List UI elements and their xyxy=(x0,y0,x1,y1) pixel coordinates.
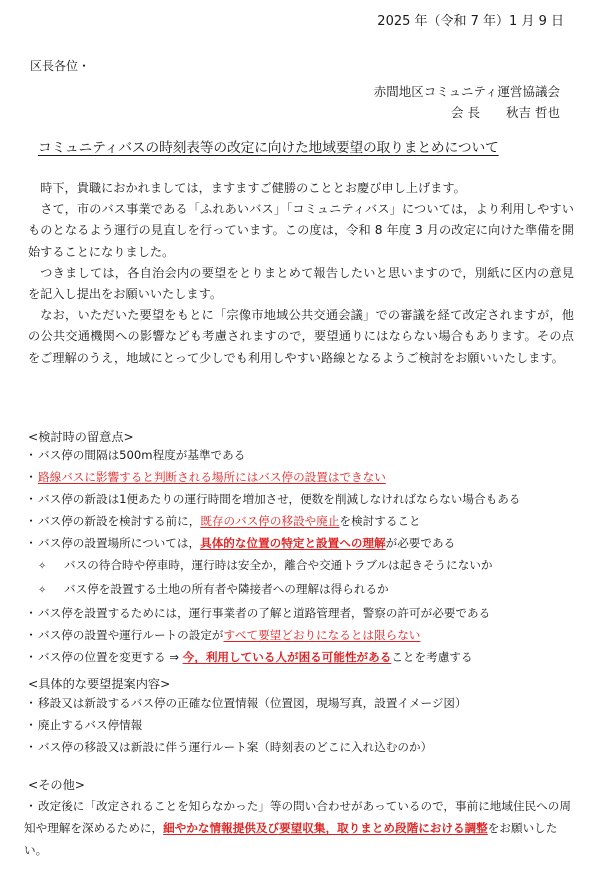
bullet-icon: ・ xyxy=(25,606,37,620)
body-paragraph: さて，市のバス事業である「ふれあいバス」「コミュニティバス」については，より利用しやすいものとなるよう運行の見直しを行っています。この度は，令和 8 年度 3 月の改定に向けた準備を開始することになりました。 xyxy=(28,202,574,259)
other-item: ・改定後に「改定されることを知らなかった」等の問い合わせがあっているので，事前に地域住民への周知や理解を深めるために，細やかな情報提供及び要望収集，取りまとめ段階における調整をお願いしたい。 xyxy=(24,795,576,861)
bullet-icon: ・ xyxy=(25,740,37,754)
emphasis-text: 既存のバス停の移設や廃止 xyxy=(200,514,340,528)
bullet-icon: ・ xyxy=(25,492,37,506)
specifics-list xyxy=(24,692,584,758)
other-heading: <その他> xyxy=(28,778,85,792)
emphasis-text: 細やかな情報提供及び要望収集，取りまとめ段階における調整 xyxy=(163,821,488,835)
bullet-icon: ・ xyxy=(25,650,37,664)
document-title: コミュニティバスの時刻表等の改定に向けた地域要望の取りまとめについて xyxy=(38,140,499,156)
bullet-icon: ・ xyxy=(25,470,37,484)
list-item: ・バス停の設置場所については，具体的な位置の特定と設置への理解が必要である xyxy=(24,532,584,554)
emphasis-text: 路線バスに影響すると判断される場所にはバス停の設置はできない xyxy=(38,470,386,484)
list-item: ・バス停の間隔は500m程度が基準である xyxy=(24,444,584,466)
list-item: ・バス停の位置を変更する ⇒ 今，利用している人が困る可能性があることを考慮する xyxy=(24,646,584,668)
bullet-icon: ・ xyxy=(25,696,37,710)
sender-role: 会 長 xyxy=(451,105,481,120)
sender-name: 秋吉 哲也 xyxy=(506,105,560,120)
body-paragraph: なお，いただいた要望をもとに「宗像市地域公共交通会議」での審議を経て改定されますが，他の公共交通機関への影響なども考慮されますので，要望通りにはならない場合もあります。その点をご理解のうえ，地域にとって少しでも利用しやすい路線となるようご検討をお願いいたします。 xyxy=(28,308,574,365)
body-paragraph: つきましては，各自治会内の要望をとりまとめて報告したいと思いますので，別紙に区内の意見を記入し提出をお願いいたします。 xyxy=(28,265,574,302)
bullet-icon: ・ xyxy=(25,628,37,642)
document-date: 2025 年（令和 7 年）1 月 9 日 xyxy=(377,14,564,29)
specifics-heading: <具体的な要望提案内容> xyxy=(28,677,171,691)
sub-list-item: ✧ バス停を設置する土地の所有者や隣接者への理解は得られるか xyxy=(24,578,584,602)
sender-signature xyxy=(451,103,560,121)
list-item xyxy=(24,466,584,488)
list-item: ・移設又は新設するバス停の正確な位置情報（位置図，現場写真，設置イメージ図） xyxy=(24,692,584,714)
list-item: ・廃止するバス停情報 xyxy=(24,714,584,736)
emphasis-text: 今，利用している人が困る可能性がある xyxy=(182,650,392,664)
sub-list-item: ✧ バスの待合時や停車時，運行時は安全か，離合や交通トラブルは起きそうにないか xyxy=(24,554,584,578)
sender-organization: 赤間地区コミュニティ運営協議会 xyxy=(373,84,560,99)
bullet-icon: ・ xyxy=(25,536,37,550)
bullet-icon: ・ xyxy=(25,448,37,462)
emphasis-text: すべて要望どおりになるとは限らない xyxy=(223,628,421,642)
diamond-bullet-icon: ✧ xyxy=(38,561,47,572)
body-paragraph: 時下，貴職におかれましては，ますますご健勝のこととお慶び申し上げます。 xyxy=(40,181,466,195)
diamond-bullet-icon: ✧ xyxy=(38,585,47,596)
list-item: ・バス停の移設又は新設に伴う運行ルート案（時刻表のどこに入れ込むのか） xyxy=(24,736,584,758)
emphasis-text: 具体的な位置の特定と設置への理解 xyxy=(200,536,386,550)
letter-body xyxy=(28,178,574,369)
list-item: ・バス停の新設を検討する前に，既存のバス停の移設や廃止を検討すること xyxy=(24,510,584,532)
considerations-heading: <検討時の留意点> xyxy=(28,430,134,444)
bullet-icon: ・ xyxy=(25,514,37,528)
list-item: ・バス停の設置や運行ルートの設定がすべて要望どおりになるとは限らない xyxy=(24,624,584,646)
considerations-list xyxy=(24,444,584,668)
list-item: ・バス停の新設は1便あたりの運行時間を増加させ，便数を削減しなければならない場合もある xyxy=(24,488,584,510)
list-item: ・バス停を設置するためには，運行事業者の了解と道路管理者，警察の許可が必要である xyxy=(24,602,584,624)
recipient: 区長各位・ xyxy=(30,59,91,73)
bullet-icon: ・ xyxy=(25,799,37,813)
bullet-icon: ・ xyxy=(25,718,37,732)
